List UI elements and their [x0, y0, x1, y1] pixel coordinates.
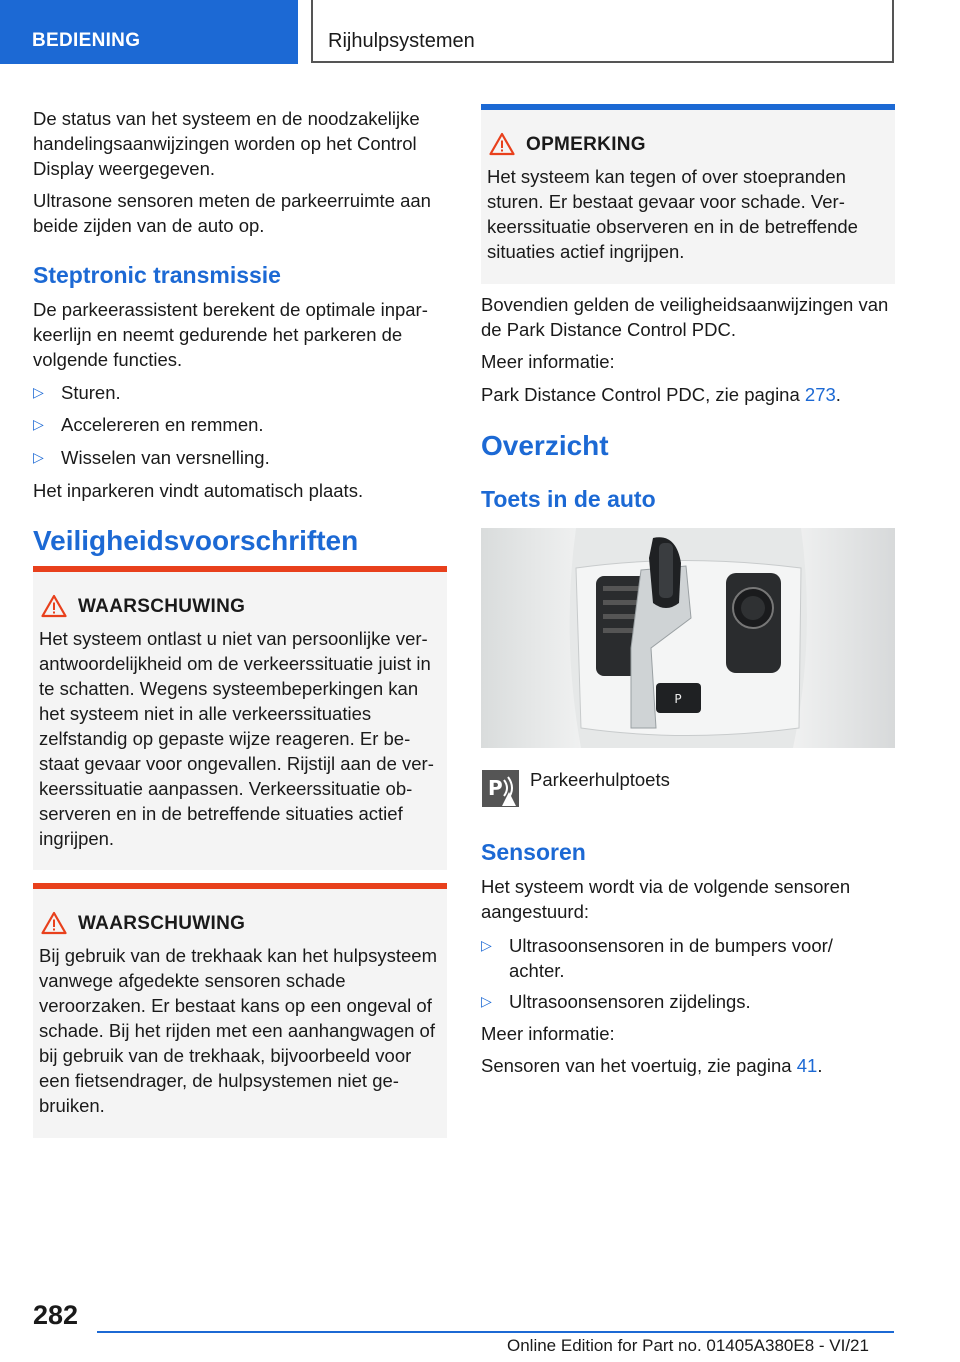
bullet-triangle-icon: ▷ [481, 937, 492, 953]
reference-paragraph: Sensoren van het voertuig, zie pagina 41. [481, 1055, 823, 1076]
heading-overview: Overzicht [481, 430, 609, 461]
bullet-triangle-icon: ▷ [33, 449, 44, 465]
paragraph: Het systeem wordt via de volgende sensoren aangestuurd: [481, 876, 851, 922]
warning-box [33, 566, 447, 870]
paragraph: Meer informatie: [481, 351, 615, 372]
button-label: Parkeerhulptoets [530, 769, 670, 790]
reference-paragraph: Park Distance Control PDC, zie pagina 273. [481, 384, 841, 405]
heading-button: Toets in de auto [481, 486, 656, 512]
warning-triangle-icon [41, 594, 67, 618]
page-link-273[interactable]: 273 [804, 384, 836, 405]
footer-edition: Online Edition for Part no. 01405A380E8 - VI/21 [507, 1336, 869, 1355]
chapter-box [311, 0, 894, 63]
paragraph: De status van het systeem en de noodzakelijke handelingsaanwijzingen worden op het Control Display weergegeven. [33, 108, 420, 179]
chapter-title: Rijhulpsystemen [328, 30, 475, 52]
console-illustration [481, 528, 895, 748]
note-text: Het systeem kan tegen of over stoepranden sturen. Er bestaat gevaar voor schade. Verkeerssituatie observeren en in de betreffende situaties actief ingrijpen. [487, 166, 858, 262]
bullet-triangle-icon: ▷ [33, 416, 44, 432]
page-number: 282 [33, 1300, 79, 1330]
warning-title: WAARSCHUWING [78, 913, 246, 934]
park-assist-button-icon [482, 770, 519, 807]
warning-text: Bij gebruik van de trekhaak kan het hulpsysteem vanwege afgedekte sensoren schade veroorzaken. Er bestaat kans op een ongeval of schade. Bij het rijden met een aanhangwagen of bij gebruik van de trekhaak, bijvoorbeeld voor een fietsendrager, de hulpsystemen niet gebruiken. [39, 945, 437, 1116]
paragraph: Ultrasone sensoren meten de parkeerruimte aan beide zijden van de auto op. [33, 190, 431, 236]
footer-divider [97, 1331, 894, 1333]
page-link-41[interactable]: 41 [796, 1055, 818, 1076]
paragraph: De parkeerassistent berekent de optimale inparkeerlijn en neemt gedurende het parkeren de volgende functies. [33, 299, 428, 370]
warning-title: WAARSCHUWING [78, 596, 246, 617]
heading-sensors: Sensoren [481, 839, 586, 865]
warning-triangle-icon [489, 132, 515, 156]
note-title: OPMERKING [526, 134, 646, 155]
paragraph: Het inparkeren vindt automatisch plaats. [33, 480, 364, 501]
section-tab [0, 0, 298, 64]
bullet-triangle-icon: ▷ [481, 993, 492, 1009]
warning-text: Het systeem ontlast u niet van persoonlijke verantwoordelijkheid om de verkeerssituatie juist in te schatten. Wegens systeembeperkingen kan het systeem niet in alle verkeerssituaties zelfstandig op gepaste wijze reageren. Er bestaat gevaar voor ongevallen. Rijstijl aan de verkeerssituatie aanpassen. Verkeerssituatie observeren en in de betreffende situaties actief ingrijpen. [39, 628, 434, 849]
warning-triangle-icon [41, 911, 67, 935]
car-console-photo [481, 528, 895, 748]
svg-text:P: P [488, 776, 503, 800]
paragraph: Bovendien gelden de veiligheidsaanwijzingen van de Park Distance Control PDC. [481, 294, 889, 340]
svg-text:P: P [674, 692, 682, 706]
paragraph: Meer informatie: [481, 1023, 615, 1044]
note-box [481, 104, 895, 284]
bullet-triangle-icon: ▷ [33, 384, 44, 400]
section-title: BEDIENING [32, 30, 141, 51]
heading-steptronic: Steptronic transmissie [33, 262, 281, 288]
heading-safety: Veiligheidsvoorschriften [33, 525, 359, 556]
warning-box [33, 883, 447, 1138]
